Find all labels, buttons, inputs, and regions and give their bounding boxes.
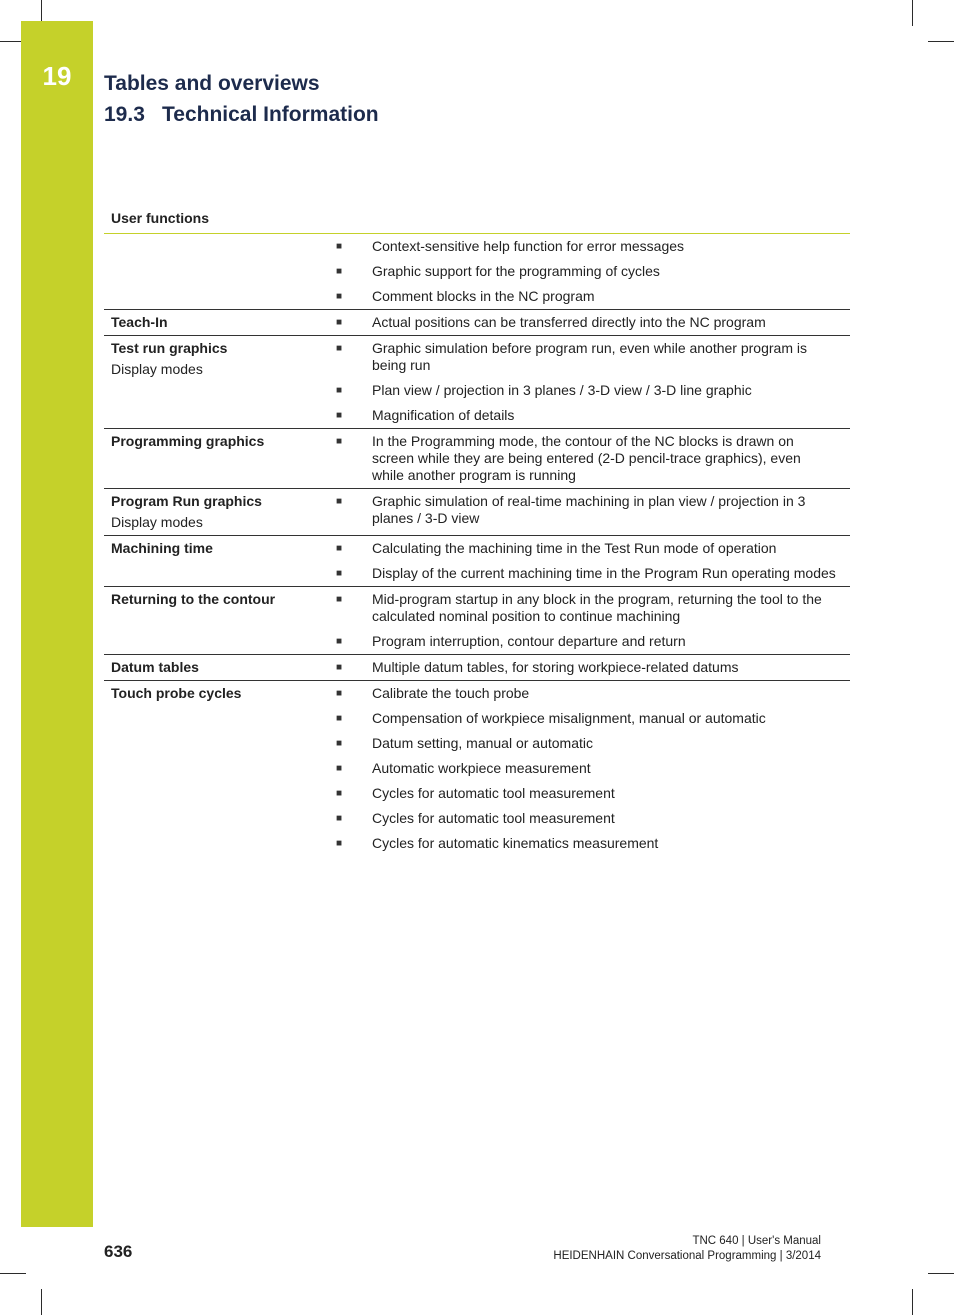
list-item	[328, 685, 850, 702]
square-bullet-icon: ■	[336, 813, 343, 824]
row-label-cell	[104, 591, 328, 650]
list-item-text: Graphic simulation of real-time machining in plan view / projection in 3 planes / 3-D view	[372, 493, 806, 526]
list-item	[328, 382, 850, 399]
row-items	[328, 314, 850, 331]
row-label: Returning to the contour	[111, 591, 276, 607]
list-item	[328, 407, 850, 424]
square-bullet-icon: ■	[336, 317, 343, 328]
crop-mark	[0, 1273, 26, 1274]
square-bullet-icon: ■	[336, 266, 343, 277]
row-label: Test run graphics	[111, 340, 228, 356]
list-item	[328, 659, 850, 676]
list-item	[328, 263, 850, 280]
row-items	[328, 433, 850, 484]
list-item	[328, 540, 850, 557]
row-items	[328, 685, 850, 852]
table-row	[104, 655, 850, 681]
list-item-text: Comment blocks in the NC program	[372, 288, 595, 304]
row-sublabel: Display modes	[111, 514, 203, 530]
table-row	[104, 234, 850, 310]
crop-mark	[912, 0, 913, 26]
section-name: Technical Information	[162, 103, 379, 126]
list-item-text: Graphic simulation before program run, even while another program is being run	[372, 340, 807, 373]
list-item-text: Display of the current machining time in the Program Run operating modes	[372, 565, 836, 581]
footer-line: HEIDENHAIN Conversational Programming | 3/2014	[553, 1250, 821, 1262]
square-bullet-icon: ■	[336, 662, 343, 673]
section-title	[104, 103, 379, 127]
row-items	[328, 591, 850, 650]
list-item-text: Plan view / projection in 3 planes / 3-D view / 3-D line graphic	[372, 382, 752, 398]
list-item	[328, 565, 850, 582]
list-item	[328, 314, 850, 331]
list-item-text: Mid-program startup in any block in the program, returning the tool to the calculated nominal position to continue machining	[372, 591, 822, 624]
list-item	[328, 785, 850, 802]
table-body	[104, 234, 850, 856]
section-number: 19.3	[104, 103, 145, 126]
square-bullet-icon: ■	[336, 385, 343, 396]
list-item-text: Context-sensitive help function for error messages	[372, 238, 685, 254]
row-label-cell	[104, 340, 328, 424]
row-label: Program Run graphics	[111, 493, 262, 509]
square-bullet-icon: ■	[336, 568, 343, 579]
list-item-text: Magnification of details	[372, 407, 515, 423]
table-row	[104, 536, 850, 587]
row-label-cell	[104, 314, 328, 331]
row-label-cell	[104, 685, 328, 852]
crop-mark	[41, 1289, 42, 1315]
row-label-cell	[104, 238, 328, 305]
list-item	[328, 288, 850, 305]
row-label-cell	[104, 540, 328, 582]
list-item-text: In the Programming mode, the contour of the NC blocks is drawn on screen while they are being entered (2-D pencil-trace graphics), even while another program is running	[372, 433, 801, 483]
chapter-tab	[21, 21, 93, 1227]
spec-table	[104, 207, 850, 856]
list-item-text: Graphic support for the programming of cycles	[372, 263, 660, 279]
square-bullet-icon: ■	[336, 788, 343, 799]
row-label-cell	[104, 659, 328, 676]
square-bullet-icon: ■	[336, 436, 343, 447]
row-label: Programming graphics	[111, 433, 265, 449]
row-items	[328, 540, 850, 582]
list-item-text: Compensation of workpiece misalignment, manual or automatic	[372, 710, 766, 726]
square-bullet-icon: ■	[336, 496, 343, 507]
row-label-cell	[104, 433, 328, 484]
table-row	[104, 310, 850, 336]
footer-line: TNC 640 | User's Manual	[692, 1235, 821, 1247]
crop-mark	[912, 1289, 913, 1315]
row-items	[328, 493, 850, 531]
list-item	[328, 238, 850, 255]
row-label-cell	[104, 493, 328, 531]
table-row	[104, 429, 850, 489]
table-heading: User functions	[104, 207, 850, 234]
list-item-text: Calibrate the touch probe	[372, 685, 530, 701]
table-row	[104, 587, 850, 655]
square-bullet-icon: ■	[336, 291, 343, 302]
list-item	[328, 735, 850, 752]
square-bullet-icon: ■	[336, 636, 343, 647]
table-row	[104, 681, 850, 856]
list-item-text: Datum setting, manual or automatic	[372, 735, 593, 751]
list-item	[328, 340, 850, 374]
list-item	[328, 760, 850, 777]
square-bullet-icon: ■	[336, 713, 343, 724]
square-bullet-icon: ■	[336, 343, 343, 354]
square-bullet-icon: ■	[336, 594, 343, 605]
chapter-title: Tables and overviews	[104, 72, 320, 95]
row-label: Machining time	[111, 540, 213, 556]
row-label: Teach-In	[111, 314, 168, 330]
list-item-text: Automatic workpiece measurement	[372, 760, 591, 776]
square-bullet-icon: ■	[336, 688, 343, 699]
table-row	[104, 336, 850, 429]
chapter-number: 19	[42, 61, 72, 91]
list-item-text: Cycles for automatic kinematics measurement	[372, 835, 659, 851]
row-sublabel: Display modes	[111, 361, 203, 377]
crop-mark	[928, 41, 954, 42]
square-bullet-icon: ■	[336, 410, 343, 421]
list-item-text: Cycles for automatic tool measurement	[372, 785, 615, 801]
list-item-text: Cycles for automatic tool measurement	[372, 810, 615, 826]
footer-info	[553, 1234, 821, 1264]
list-item-text: Actual positions can be transferred directly into the NC program	[372, 314, 766, 330]
row-items	[328, 340, 850, 424]
row-items	[328, 238, 850, 305]
row-items	[328, 659, 850, 676]
list-item	[328, 810, 850, 827]
list-item-text: Program interruption, contour departure and return	[372, 633, 686, 649]
square-bullet-icon: ■	[336, 543, 343, 554]
list-item	[328, 493, 850, 527]
list-item-text: Multiple datum tables, for storing workpiece-related datums	[372, 659, 739, 675]
row-label: Touch probe cycles	[111, 685, 242, 701]
page-number: 636	[104, 1242, 133, 1261]
list-item-text: Calculating the machining time in the Test Run mode of operation	[372, 540, 777, 556]
square-bullet-icon: ■	[336, 838, 343, 849]
row-label: Datum tables	[111, 659, 199, 675]
list-item	[328, 591, 850, 625]
square-bullet-icon: ■	[336, 241, 343, 252]
table-row	[104, 489, 850, 536]
list-item	[328, 633, 850, 650]
square-bullet-icon: ■	[336, 763, 343, 774]
crop-mark	[928, 1273, 954, 1274]
square-bullet-icon: ■	[336, 738, 343, 749]
list-item	[328, 710, 850, 727]
list-item	[328, 835, 850, 852]
list-item	[328, 433, 850, 484]
